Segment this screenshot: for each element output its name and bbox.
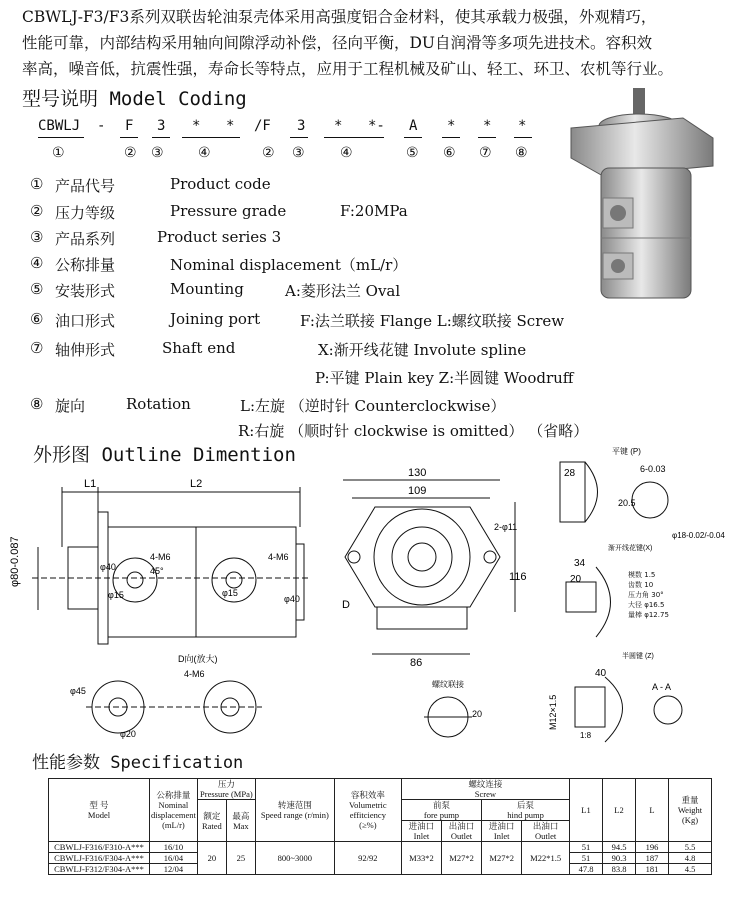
item-en: Nominal displacement（mL/r） (170, 256, 408, 274)
label-d34: 34 (574, 558, 586, 569)
item-num: ⑤ (30, 280, 44, 298)
spec-title: 性能参数 Specification (32, 753, 244, 773)
hdr-rear: 后泵 hind pump (482, 800, 570, 821)
label-L2: L2 (190, 478, 203, 490)
intro-line-3: 率高，噪音低，抗震性强，寿命长等特点，应用于工程机械及矿山、轻工、环卫、农机等行业。 (22, 60, 674, 78)
code-part: * (334, 118, 343, 134)
label-d20b: 20 (570, 574, 582, 585)
code-part: F (125, 118, 134, 134)
hdr-in2: 进油口 Inlet (482, 821, 522, 842)
item-num: ① (30, 175, 44, 193)
code-part: 3 (157, 118, 166, 134)
pump-photo (563, 88, 723, 312)
item-en: Product series 3 (157, 228, 282, 246)
table-row: CBWLJ-F316/F304-A*** 16/04 51 90.3 187 4.8 (49, 853, 712, 864)
hdr-weight: 重量 Weight (Kg) (669, 779, 712, 842)
item-num: ② (30, 202, 44, 220)
label-d20-5: 20.5 (618, 498, 636, 508)
item-extra: R:右旋 （顺时针 clockwise is omitted） （省略） (238, 422, 589, 440)
hdr-disp: 公称排量 Nominal displacement (mL/r) (150, 779, 198, 842)
hdr-eff: 容积效率 Volumetric effitciency (≥%) (334, 779, 401, 842)
label-m6c: 4-M6 (184, 669, 205, 679)
code-number: ⑦ (479, 145, 492, 161)
hdr-front: 前泵 fore pump (401, 800, 481, 821)
spline-table: 模数 1.5 齿数 10 压力角 30° 大径 φ16.5 量棒 φ12.75 (628, 571, 669, 619)
item-num: ⑧ (30, 395, 44, 413)
code-number: ② (124, 145, 137, 161)
item-cn: 轴伸形式 (55, 341, 116, 359)
code-number: ④ (340, 145, 353, 161)
code-part: * (447, 118, 456, 134)
label-phi20: φ20 (120, 729, 136, 739)
hdr-rated: 额定 Rated (197, 800, 226, 842)
hdr-pressure: 压力 Pressure (MPa) (197, 779, 255, 800)
outline-title: 外形图 Outline Dimention (33, 444, 296, 466)
spec-table (48, 778, 712, 875)
item-en: Mounting (170, 280, 244, 298)
code-number: ① (52, 145, 65, 161)
item-cn: 压力等级 (55, 204, 116, 222)
label-aa: A - A (652, 682, 672, 692)
label-d130: 130 (408, 467, 427, 479)
intro-line-1: CBWLJ-F3/F3系列双联齿轮油泵壳体采用高强度铝合金材料，使其承载力极强，外观精巧， (22, 8, 657, 26)
item-cn: 安装形式 (55, 282, 116, 300)
label-holes: 2-φ11 (494, 522, 518, 532)
label-phi18: φ18-0.02/-0.04 (672, 531, 725, 540)
item-num: ④ (30, 254, 44, 272)
hdr-out2: 出油口 Outlet (522, 821, 570, 842)
item-cn: 产品代号 (55, 177, 116, 195)
label-thread: 螺纹联接 (432, 680, 464, 689)
hdr-max: 最高 Max (226, 800, 255, 842)
label-spline: 渐开线花键(X) (608, 545, 653, 552)
item-extra: P:平键 Plain key Z:半圆键 Woodruff (315, 369, 574, 387)
intro-paragraph (22, 4, 722, 82)
label-dview: D向(放大) (178, 654, 218, 664)
label-d28: 28 (564, 468, 576, 479)
item-cn: 产品系列 (55, 230, 116, 248)
label-flat-key: 平键 (P) (612, 447, 641, 456)
code-part: * (192, 118, 201, 134)
label-m6b: 4-M6 (268, 552, 289, 562)
item-en: Shaft end (162, 339, 236, 357)
item-cn: 油口形式 (55, 312, 116, 330)
code-part: A (409, 118, 418, 134)
hdr-L: L (636, 779, 669, 842)
label-phi40b: φ40 (284, 594, 300, 604)
table-row: CBWLJ-F316/F310-A*** 16/10 20 25 800~3000 92/92 M33*2 M27*2 M27*2 M22*1.5 51 94.5 196 5.5 (49, 842, 712, 853)
item-extra: X:渐开线花键 Involute spline (318, 341, 527, 359)
label-deg45: 45° (150, 566, 164, 576)
label-d40: 40 (595, 668, 607, 679)
code-part: * (483, 118, 492, 134)
label-d116: 116 (509, 571, 527, 583)
code-number: ③ (292, 145, 305, 161)
code-number: ③ (151, 145, 164, 161)
label-L1: L1 (84, 478, 97, 490)
label-phi15a: φ15 (108, 590, 124, 600)
intro-line-2: 性能可靠，内部结构采用轴向间隙浮动补偿，径向平衡，DU自润滑等多项先进技术。容积效 (22, 34, 652, 52)
item-cn: 旋向 (55, 397, 86, 415)
label-d109: 109 (408, 485, 427, 497)
label-m6a: 4-M6 (150, 552, 171, 562)
hdr-L2: L2 (603, 779, 636, 842)
item-en: Joining port (170, 310, 261, 328)
hdr-L1: L1 (570, 779, 603, 842)
hdr-speed: 转速范围 Speed range (r/min) (255, 779, 334, 842)
label-phi45: φ45 (70, 686, 86, 696)
code-number: ② (262, 145, 275, 161)
code-part: - (97, 118, 106, 134)
item-num: ⑦ (30, 339, 44, 357)
code-part: * (518, 118, 527, 134)
label-d86: 86 (410, 657, 423, 669)
hdr-model: 型 号 Model (49, 779, 150, 842)
hdr-in1: 进油口 Inlet (401, 821, 441, 842)
label-d6: 6-0.03 (640, 464, 666, 474)
label-m12: M12×1.5 (548, 694, 558, 730)
code-number: ⑤ (406, 145, 419, 161)
item-extra: A:菱形法兰 Oval (285, 282, 401, 300)
hdr-screw: 螺纹连接 Screw (401, 779, 569, 800)
code-part: *- (368, 118, 385, 134)
code-number: ⑥ (443, 145, 456, 161)
code-number: ⑧ (515, 145, 528, 161)
code-part: CBWLJ (38, 118, 81, 134)
code-part: 3 (297, 118, 306, 134)
code-part: /F (254, 118, 271, 134)
item-num: ③ (30, 228, 44, 246)
code-number: ④ (198, 145, 211, 161)
label-phi80: φ80-0.087 (9, 536, 21, 587)
item-extra: F:法兰联接 Flange L:螺纹联接 Screw (300, 312, 565, 330)
label-woodruff: 半圆键 (Z) (622, 653, 654, 660)
label-phi40a: φ40 (100, 562, 116, 572)
label-taper: 1:8 (580, 731, 592, 740)
label-d20: 20 (472, 709, 483, 719)
label-D: D (342, 599, 350, 611)
model-coding-title: 型号说明 Model Coding (22, 88, 247, 110)
item-en: Rotation (126, 395, 191, 413)
item-en: Product code (170, 175, 271, 193)
item-extra: F:20MPa (340, 202, 408, 220)
code-part: * (226, 118, 235, 134)
item-num: ⑥ (30, 310, 44, 328)
item-cn: 公称排量 (55, 256, 116, 274)
item-en: Pressure grade (170, 202, 287, 220)
hdr-out1: 出油口 Outlet (441, 821, 481, 842)
label-phi15b: φ15 (222, 588, 238, 598)
item-extra: L:左旋 （逆时针 Counterclockwise） (240, 397, 506, 415)
table-row: CBWLJ-F312/F304-A*** 12/04 47.8 83.8 181 4.5 (49, 864, 712, 875)
